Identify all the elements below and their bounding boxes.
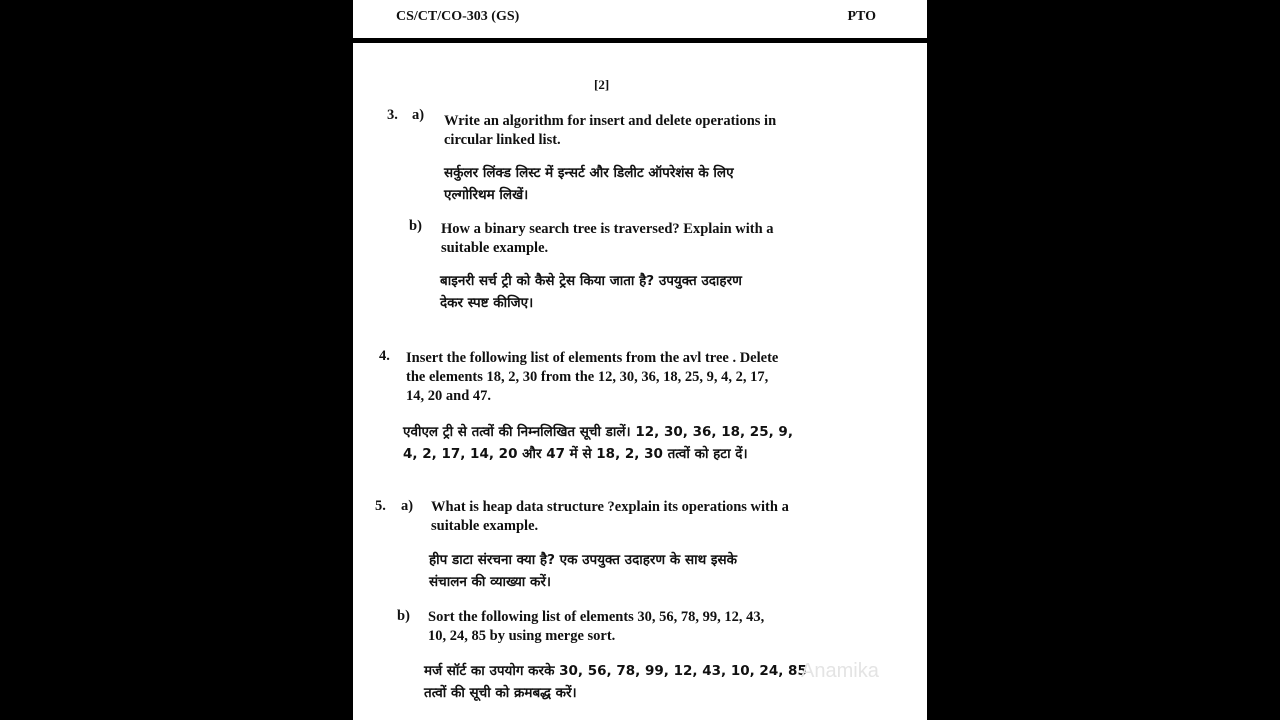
question-4-text-hi: एवीएल ट्री से तत्वों की निम्नलिखित सूची डालें। 12, 30, 36, 18, 25, 9, 4, 2, 17, 14, 20 और 47 में से 18, 2, 30 तत्वों को हटा दें। (403, 424, 793, 462)
pto-label: PTO (847, 9, 876, 24)
question-5-number: 5. (375, 498, 386, 514)
paper-code: CS/CT/CO-303 (GS) (396, 9, 520, 24)
question-3-number: 3. (387, 107, 398, 123)
question-5b-text-en: Sort the following list of elements 30, 56, 78, 99, 12, 43, 10, 24, 85 by using merge sort. (428, 609, 765, 644)
question-5a-text-hi: हीप डाटा संरचना क्या है? एक उपयुक्त उदाहरण के साथ इसके संचालन की व्याख्या करें। (429, 552, 738, 590)
question-5a-text-en: What is heap data structure ?explain its operations with a suitable example. (431, 499, 789, 534)
question-3a-text-hi: सर्कुलर लिंक्ड लिस्ट में इन्सर्ट और डिलीट ऑपरेशंस के लिए एल्गोरिथम लिखें। (444, 165, 734, 203)
question-3b-text-en: How a binary search tree is traversed? Explain with a suitable example. (441, 221, 774, 256)
question-5b-text-hi: मर्ज सॉर्ट का उपयोग करके 30, 56, 78, 99, 12, 43, 10, 24, 85 तत्वों की सूची को क्रमबद्ध करें। (424, 663, 807, 701)
question-4-number: 4. (379, 348, 390, 364)
question-5b-label: b) (397, 608, 410, 624)
question-5a-label: a) (401, 498, 414, 514)
question-3b-label: b) (409, 218, 422, 234)
page-number: [2] (594, 77, 610, 92)
watermark-text: Anamika (801, 660, 879, 682)
question-3a-text-en: Write an algorithm for insert and delete operations in circular linked list. (444, 113, 777, 148)
exam-page (353, 0, 927, 720)
question-3b-text-hi: बाइनरी सर्च ट्री को कैसे ट्रेस किया जाता है? उपयुक्त उदाहरण देकर स्पष्ट कीजिए। (440, 273, 742, 311)
question-4-text-en: Insert the following list of elements from the avl tree . Delete the elements 18, 2, 30 from the 12, 30, 36, 18, 25, 9, 4, 2, 17, 14, 20 and 47. (406, 350, 779, 404)
header-rule (353, 38, 927, 43)
question-3a-label: a) (412, 107, 425, 123)
